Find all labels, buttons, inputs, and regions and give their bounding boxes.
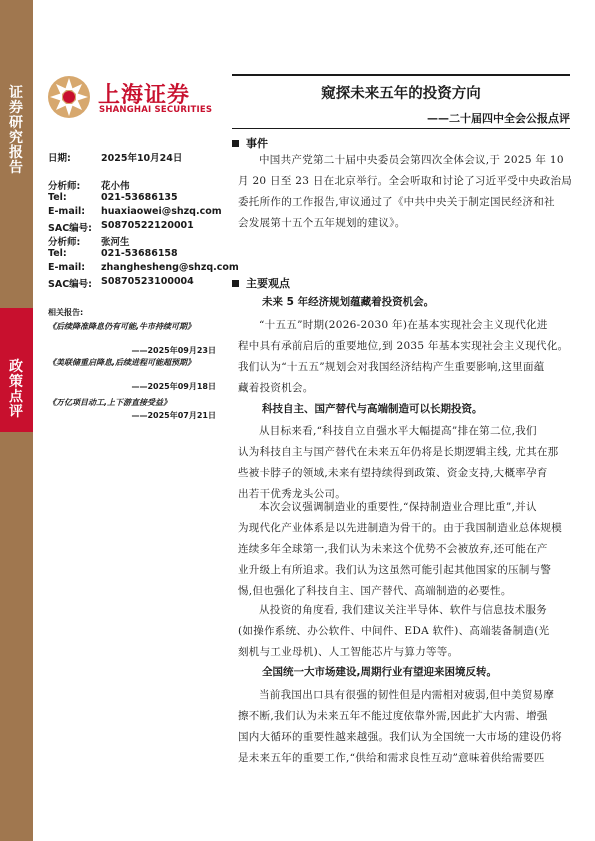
text-line: 月 20 日至 23 日在北京举行。全会听取和讨论了习近平受中央政治局 [238,175,573,187]
analyst-name: 花小伟 [101,181,130,192]
text-line: 程中具有承前启后的重要地位,到 2035 年基本实现社会主义现代化。 [238,340,569,352]
section-bullet-icon [232,140,239,147]
point-heading: 全国统一大市场建设,周期行业有望迎来困境反转。 [262,666,497,678]
views-heading: 主要观点 [246,277,290,290]
text-line: 为现代化产业体系是以先进制造为骨干的。由于我国制造业总体规模 [238,522,562,534]
report-subtitle: ——二十届四中全会公报点评 [427,112,570,125]
related-report-date: ——2025年09月18日 [131,382,216,391]
sidebar-category [0,308,33,432]
text-line: 委托所作的工作报告,审议通过了《中共中央关于制定国民经济和社 [238,196,555,208]
sidebar-label-category: 政策点评 [9,359,23,420]
related-reports-heading: 相关报告: [48,308,84,317]
email-value: zhanghesheng@shzq.com [101,262,239,273]
tel-value: 021-53686158 [101,248,178,259]
logo [46,74,216,124]
point3-paragraph [238,685,568,769]
tel-value: 021-53686135 [101,192,178,203]
text-line: 国内大循环的重要性越来越强。我们认为全国统一大市场的建设仍将 [238,731,562,743]
related-report-title[interactable]: 《后续降准降息仍有可能,牛市持续可期》 [48,322,196,331]
date-label: 日期: [48,153,71,164]
text-line: 认为科技自主与国产替代在未来五年仍将是长期逻辑主线, 尤其在那 [238,446,559,458]
text-line: 中国共产党第二十届中央委员会第四次全体会议,于 2025 年 10 [259,154,564,166]
text-line: (如操作系统、办公软件、中间件、EDA 软件)、高端装备制造(光 [238,625,550,637]
sidebar-top [0,0,33,308]
analyst-role: 分析师: [48,237,81,248]
text-line: 业升级上有所追求。我们认为这虽然可能引起其他国家的压制与警 [238,564,552,576]
text-line: 会发展第十五个五年规划的建议》。 [238,217,406,229]
related-report-date: ——2025年09月23日 [131,346,216,355]
point2b-paragraph [238,497,568,602]
brand-name-en: SHANGHAI SECURITIES [99,105,213,115]
point-heading: 未来 5 年经济规划蕴藏着投资机会。 [262,296,435,308]
header-rule [232,74,570,76]
sidebar-bottom [0,432,33,841]
date-value: 2025年10月24日 [101,153,183,164]
related-report-date: ——2025年07月21日 [131,411,216,420]
text-line: 本次会议强调制造业的重要性,“保持制造业合理比重”,并认 [259,501,537,513]
analyst-role: 分析师: [48,181,81,192]
sac-value: S0870523100004 [101,276,194,287]
analyst-name: 张河生 [101,237,130,248]
email-value: huaxiaowei@shzq.com [101,206,222,217]
text-line: 当前我国出口具有很强的韧性但是内需相对疲弱,但中美贸易摩 [259,689,555,701]
logo-mark-icon [46,74,92,120]
event-paragraph [238,150,573,234]
report-title: 窥探未来五年的投资方向 [321,86,481,102]
text-line: 从目标来看,“科技自立自强水平大幅提高”排在第二位,我们 [259,425,537,437]
brand-name-cn: 上海证券 [98,83,191,108]
email-label: E-mail: [48,262,86,273]
related-report-title[interactable]: 《万亿项目动工,上下游直接受益》 [48,398,172,407]
text-line: 连续多年全球第一,我们认为未来这个优势不会被放弃,还可能在产 [238,543,548,555]
tel-label: Tel: [48,192,67,203]
text-line: 些被卡脖子的领域,未来有望持续得到政策、资金支持,大概率孕育 [238,467,548,479]
sac-label: SAC编号: [48,223,92,234]
text-line: 是未来五年的重要工作,“供给和需求良性互动”意味着供给需要匹 [238,752,545,764]
text-line: 擦不断,我们认为未来五年不能过度依靠外需,因此扩大内需、增强 [238,710,548,722]
subtitle-rule [232,128,570,129]
text-line: 藏着投资机会。 [238,382,314,394]
tel-label: Tel: [48,248,67,259]
section-bullet-icon [232,280,239,287]
text-line: 出若干优秀龙头公司。 [238,488,346,500]
email-label: E-mail: [48,206,86,217]
sidebar-label-research: 证券研究报告 [9,85,23,176]
sac-value: S0870522120001 [101,220,194,231]
point1-paragraph [238,315,568,399]
point2c-paragraph [238,600,568,663]
event-heading: 事件 [246,137,268,150]
sac-label: SAC编号: [48,279,92,290]
point2-paragraph [238,421,568,505]
point-heading: 科技自主、国产替代与高端制造可以长期投资。 [262,403,483,415]
text-line: 刻机与工业母机)、人工智能芯片与算力等等。 [238,646,459,658]
text-line: 惕,但也强化了科技自主、国产替代、高端制造的必要性。 [238,585,512,597]
text-line: “十五五”时期(2026-2030 年)在基本实现社会主义现代化进 [259,319,548,331]
text-line: 我们认为“十五五”规划会对我国经济结构产生重要影响,这里面蕴 [238,361,545,373]
text-line: 从投资的角度看, 我们建议关注半导体、软件与信息技术服务 [259,604,548,616]
related-report-title[interactable]: 《美联储重启降息,后续进程可能超预期》 [48,358,196,367]
